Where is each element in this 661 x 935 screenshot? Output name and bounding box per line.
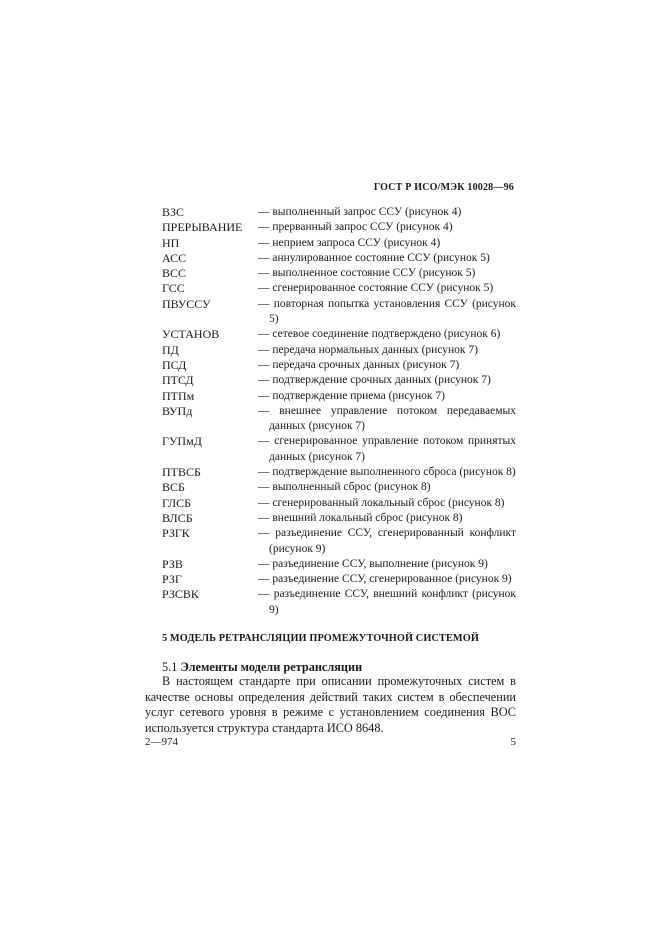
- abbreviation-row: [162, 373, 516, 388]
- abbreviation-row: [162, 557, 516, 572]
- abbreviation-term: ГСС: [162, 281, 185, 296]
- abbreviation-definition: — внешний локальный сброс (рисунок 8): [258, 511, 463, 524]
- abbreviation-term: РЗГ: [162, 572, 182, 587]
- abbreviation-definition: — подтверждение выполненного сброса (рисунок 8): [258, 466, 516, 479]
- abbreviation-row: [162, 465, 516, 480]
- abbreviation-term: ПД: [162, 342, 179, 357]
- subsection-title: Элементы модели ретрансляции: [180, 660, 363, 674]
- abbreviation-definition: — разъединение ССУ, сгенерированное (рисунок 9): [258, 573, 512, 586]
- subsection-heading: [162, 659, 516, 675]
- abbreviation-term: РЗСВК: [162, 587, 199, 602]
- abbreviation-term: НП: [162, 235, 180, 250]
- abbreviation-row: [162, 404, 516, 435]
- abbreviation-term: ВСС: [162, 266, 187, 281]
- abbreviation-definition: — неприем запроса ССУ (рисунок 4): [258, 236, 441, 249]
- abbreviation-definition: — сетевое соединение подтверждено (рисунок 6): [258, 328, 501, 341]
- abbreviation-term: ПТСД: [162, 373, 194, 388]
- abbreviation-row: [162, 480, 516, 495]
- abbreviation-term: ВЛСБ: [162, 510, 193, 525]
- abbreviation-definition: — выполненный сброс (рисунок 8): [258, 481, 431, 494]
- abbreviation-row: [162, 281, 516, 296]
- abbreviation-term: РЗГК: [162, 526, 190, 541]
- abbreviation-term: ПСД: [162, 357, 187, 372]
- abbreviation-definition: — внешнее управление потоком передаваемых данных (рисунок 7): [258, 404, 516, 433]
- abbreviation-definition: — передача нормальных данных (рисунок 7): [258, 343, 478, 356]
- page-number: 5: [510, 736, 516, 748]
- abbreviation-definition: — передача срочных данных (рисунок 7): [258, 358, 460, 371]
- abbreviation-definition: — аннулированное состояние ССУ (рисунок 5): [258, 251, 490, 264]
- abbreviation-definition: — повторная попытка установления ССУ (рисунок 5): [258, 297, 516, 326]
- abbreviation-definition: — сгенерированное управление потоком принятых данных (рисунок 7): [258, 435, 516, 463]
- abbreviation-row: [162, 236, 516, 251]
- abbreviation-definition: — выполненное состояние ССУ (рисунок 5): [258, 267, 476, 280]
- abbreviation-row: [162, 266, 516, 281]
- abbreviation-term: ПРЕРЫВАНИЕ: [162, 220, 243, 235]
- abbreviation-term: АСС: [162, 250, 187, 265]
- abbreviation-definition: — подтверждение приема (рисунок 7): [258, 389, 445, 402]
- abbreviation-definition: — подтверждение срочных данных (рисунок 7): [258, 374, 491, 387]
- abbreviation-term: ВУПд: [162, 403, 193, 418]
- abbreviation-row: [162, 220, 516, 235]
- document-header: ГОСТ Р ИСО/МЭК 10028—96: [373, 182, 514, 193]
- abbreviation-term: ПТВСБ: [162, 465, 201, 480]
- abbreviation-row: [162, 205, 516, 220]
- abbreviation-row: [162, 297, 516, 328]
- abbreviation-row: [162, 511, 516, 526]
- abbreviation-term: РЗВ: [162, 556, 183, 571]
- abbreviation-term: ПТПм: [162, 388, 195, 403]
- abbreviation-term: ГУПмД: [162, 434, 202, 449]
- abbreviation-row: [162, 358, 516, 373]
- footer-sheet-code: 2—974: [145, 736, 178, 748]
- abbreviation-definition: — разъединение ССУ, выполнение (рисунок 9): [258, 557, 488, 570]
- abbreviation-row: [162, 587, 516, 618]
- abbreviation-definition: — выполненный запрос ССУ (рисунок 4): [258, 206, 462, 218]
- abbreviation-term: ВСБ: [162, 480, 185, 495]
- abbreviation-row: [162, 526, 516, 557]
- abbreviation-definition: — разъединение ССУ, сгенерированный конфликт (рисунок 9): [258, 527, 516, 555]
- abbreviation-list: [162, 205, 516, 618]
- abbreviation-term: ПВУССУ: [162, 296, 211, 311]
- abbreviation-definition: — прерванный запрос ССУ (рисунок 4): [258, 221, 453, 234]
- abbreviation-term: ГЛСБ: [162, 495, 192, 510]
- body-paragraph: В настоящем стандарте при описании промежуточных систем в качестве основы определения действий таких систем в обеспечении услуг сетевого уровня в режиме с установлением соединения ВОС используется структура стандарта ИСО 8648.: [145, 674, 516, 735]
- abbreviation-definition: — разъединение ССУ, внешний конфликт (рисунок 9): [258, 588, 516, 616]
- section-title: 5 МОДЕЛЬ РЕТРАНСЛЯЦИИ ПРОМЕЖУТОЧНОЙ СИСТЕМОЙ: [162, 633, 479, 644]
- abbreviation-row: [162, 496, 516, 511]
- abbreviation-row: [162, 343, 516, 358]
- abbreviation-row: [162, 389, 516, 404]
- abbreviation-row: [162, 434, 516, 465]
- abbreviation-row: [162, 572, 516, 587]
- abbreviation-definition: — сгенерированное состояние ССУ (рисунок 5): [258, 282, 494, 295]
- abbreviation-term: УСТАНОВ: [162, 327, 220, 342]
- subsection-number: 5.1: [162, 660, 178, 674]
- abbreviation-definition: — сгенерированный локальный сброс (рисунок 8): [258, 496, 505, 509]
- abbreviation-term: ВЗС: [162, 205, 185, 219]
- abbreviation-row: [162, 251, 516, 266]
- abbreviation-row: [162, 327, 516, 342]
